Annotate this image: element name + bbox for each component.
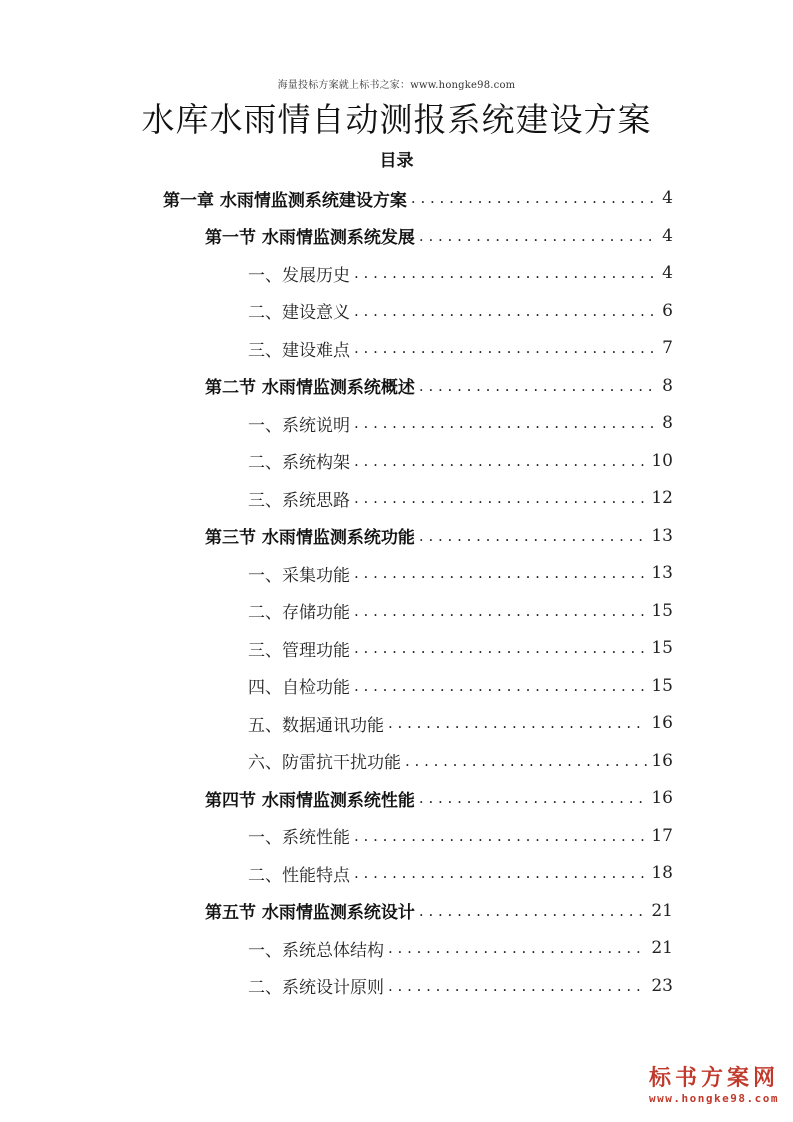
toc-entry-label: 三、建设难点 <box>248 340 350 361</box>
toc-leader-dots <box>419 227 658 245</box>
toc-entry[interactable] <box>248 855 673 891</box>
toc-entry-label: 二、性能特点 <box>248 865 350 886</box>
toc-leader-dots <box>419 902 647 920</box>
toc-leader-dots <box>354 339 658 357</box>
toc-entry-label: 三、系统思路 <box>248 490 350 511</box>
toc-leader-dots <box>419 527 647 545</box>
toc-entry-page: 21 <box>651 900 673 921</box>
toc-heading: 目录 <box>379 151 414 171</box>
toc-leader-dots <box>419 377 658 395</box>
toc-leader-dots <box>405 752 647 770</box>
toc-entry-label: 第一章 水雨情监测系统建设方案 <box>163 190 407 211</box>
toc-entry[interactable] <box>248 480 673 516</box>
toc-leader-dots <box>354 864 647 882</box>
toc-entry-label: 二、存储功能 <box>248 603 350 623</box>
watermark-brand: 标书方案网 <box>648 1066 779 1091</box>
toc-entry-label: 一、系统性能 <box>248 828 350 848</box>
toc-leader-dots <box>354 414 658 432</box>
toc-entry-page: 18 <box>651 863 673 883</box>
toc-entry[interactable] <box>248 968 673 1004</box>
toc-leader-dots <box>419 789 647 807</box>
watermark-site: www.hongke98.com <box>649 1092 779 1105</box>
toc-leader-dots <box>354 452 647 470</box>
toc-entry[interactable] <box>248 630 673 666</box>
watermark-logo <box>649 1066 779 1106</box>
toc-entry[interactable] <box>205 518 673 554</box>
toc-entry-page: 8 <box>662 413 673 433</box>
toc-entry[interactable] <box>248 705 673 741</box>
toc-entry-label: 二、系统构架 <box>248 453 350 473</box>
toc-leader-dots <box>388 977 647 995</box>
toc-entry[interactable] <box>248 255 673 291</box>
toc-entry-page: 8 <box>662 375 673 396</box>
toc-entry[interactable] <box>248 743 673 779</box>
document-title: 水库水雨情自动测报系统建设方案 <box>141 100 652 139</box>
toc-entry-label: 一、系统说明 <box>248 415 350 436</box>
toc-leader-dots <box>354 264 658 282</box>
toc-entry-label: 五、数据通讯功能 <box>248 715 384 736</box>
toc-entry-page: 4 <box>662 225 673 246</box>
toc-entry[interactable] <box>248 293 673 329</box>
toc-entry-page: 12 <box>651 488 673 508</box>
toc-entry[interactable] <box>248 330 673 366</box>
toc-entry[interactable] <box>205 780 673 816</box>
toc-leader-dots <box>354 489 647 507</box>
toc-entry-page: 23 <box>651 975 673 996</box>
toc-entry-page: 10 <box>651 450 673 471</box>
toc-leader-dots <box>354 302 658 320</box>
header-note: 海量投标方案就上标书之家：www.hongke98.com <box>277 80 516 91</box>
toc-entry-page: 21 <box>651 938 673 958</box>
toc-entry-page: 13 <box>651 525 673 546</box>
toc-entry-page: 4 <box>662 188 673 208</box>
toc-entry-page: 15 <box>651 638 673 658</box>
toc-entry-label: 第五节 水雨情监测系统设计 <box>205 903 415 923</box>
toc-entry-page: 16 <box>651 788 673 808</box>
toc-entry[interactable] <box>248 818 673 854</box>
toc-entry[interactable] <box>205 893 673 929</box>
toc-entry-label: 第四节 水雨情监测系统性能 <box>205 790 415 811</box>
toc-leader-dots <box>354 639 647 657</box>
toc-leader-dots <box>411 189 658 207</box>
toc-entry-label: 六、防雷抗干扰功能 <box>248 753 401 773</box>
toc-leader-dots <box>354 602 647 620</box>
toc-leader-dots <box>354 677 647 695</box>
toc-entry-label: 一、系统总体结构 <box>248 940 384 961</box>
toc-entry-page: 15 <box>651 675 673 696</box>
toc-entry[interactable] <box>205 368 673 404</box>
toc-entry-page: 13 <box>651 563 673 583</box>
toc-leader-dots <box>388 714 647 732</box>
toc-entry-label: 第三节 水雨情监测系统功能 <box>205 528 415 548</box>
toc-entry-label: 第一节 水雨情监测系统发展 <box>205 228 415 248</box>
toc-entry-label: 二、建设意义 <box>248 303 350 323</box>
toc-entry-label: 四、自检功能 <box>248 678 350 698</box>
toc-entry-page: 15 <box>651 600 673 621</box>
toc-entry-label: 第二节 水雨情监测系统概述 <box>205 378 415 398</box>
toc-leader-dots <box>388 939 647 957</box>
toc-entry[interactable] <box>248 555 673 591</box>
toc-entry-page: 16 <box>651 713 673 733</box>
toc-entry-page: 6 <box>662 300 673 321</box>
toc-entry[interactable] <box>163 180 673 216</box>
toc-entry[interactable] <box>248 593 673 629</box>
toc-entry[interactable] <box>248 668 673 704</box>
toc-entry[interactable] <box>248 930 673 966</box>
toc-entry-page: 4 <box>662 263 673 283</box>
toc-entry-label: 三、管理功能 <box>248 640 350 661</box>
toc-entry[interactable] <box>205 218 673 254</box>
toc-entry-label: 二、系统设计原则 <box>248 978 384 998</box>
toc-leader-dots <box>354 564 647 582</box>
toc-entry-page: 7 <box>662 338 673 358</box>
toc-entry-label: 一、采集功能 <box>248 565 350 586</box>
toc-entry-page: 16 <box>651 750 673 771</box>
toc-entry-page: 17 <box>651 825 673 846</box>
toc-entry[interactable] <box>248 405 673 441</box>
toc-leader-dots <box>354 827 647 845</box>
toc-entry[interactable] <box>248 443 673 479</box>
toc-entry-label: 一、发展历史 <box>248 265 350 286</box>
